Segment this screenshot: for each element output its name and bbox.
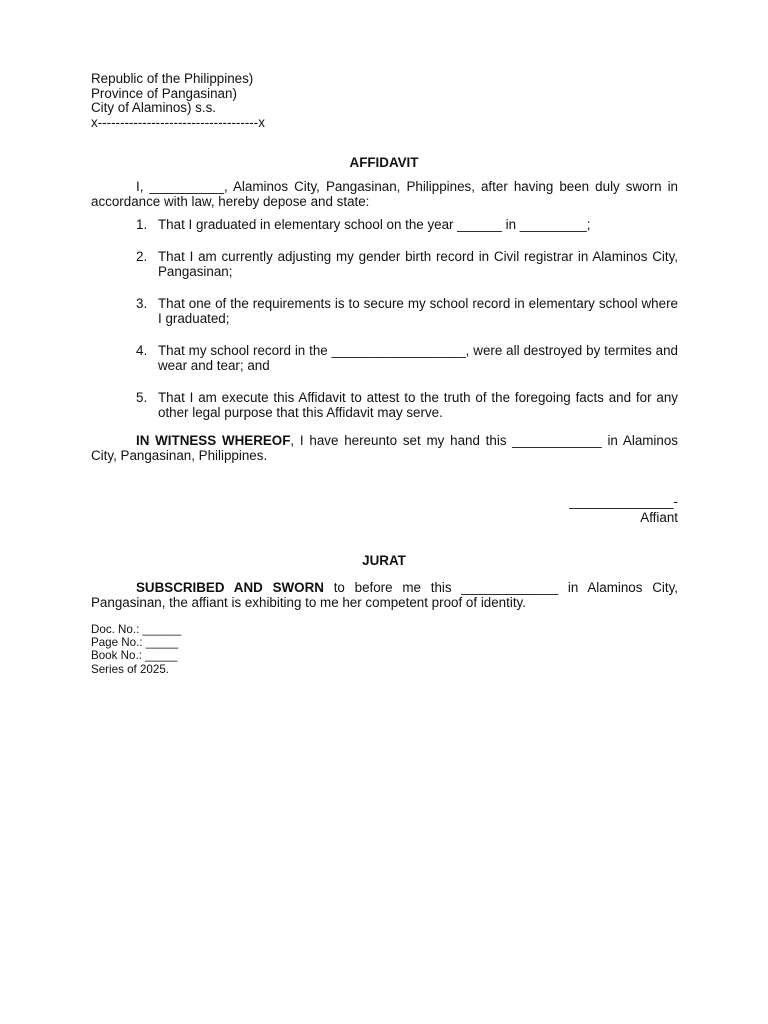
- signature-line: ______________-: [569, 494, 678, 509]
- series-year: Series of 2025.: [91, 662, 169, 676]
- book-number: Book No.: _____: [91, 649, 178, 663]
- intro-paragraph: [91, 179, 678, 209]
- intro-text: I, __________, Alaminos City, Pangasinan, Philippines, after having been duly sworn in accordance with law, hereby depose and state:: [91, 179, 678, 209]
- document-title: AFFIDAVIT: [349, 155, 419, 170]
- venue-province: Province of Pangasinan): [91, 85, 237, 101]
- item-text: That my school record in the __________________, were all destroyed by termites and wear and tear; and: [158, 342, 678, 373]
- jurat-paragraph: [91, 580, 678, 610]
- item-text: That one of the requirements is to secure my school record in elementary school where I graduated;: [158, 295, 678, 326]
- venue-separator: x------------------------------------x: [91, 114, 265, 130]
- witness-heading: IN WITNESS WHEREOF: [136, 433, 291, 448]
- venue-country: Republic of the Philippines): [91, 71, 254, 86]
- list-item: [136, 217, 678, 233]
- notarial-register: [91, 623, 181, 676]
- list-item: [136, 343, 678, 374]
- venue-block: [91, 72, 265, 130]
- item-number: 4.: [136, 342, 148, 358]
- jurat-title: JURAT: [362, 553, 406, 568]
- venue-city: City of Alaminos) s.s.: [91, 100, 217, 115]
- item-number: 2.: [136, 248, 148, 264]
- jurat-text: to before me this _____________ in Alaminos City, Pangasinan, the affiant is exhibiting to me her competent proof of identity.: [91, 580, 678, 610]
- witness-text: , I have hereunto set my hand this ____________ in Alaminos City, Pangasinan, Philippines.: [91, 433, 678, 463]
- item-number: 5.: [136, 389, 148, 405]
- statement-list: [136, 217, 678, 437]
- jurat-heading: SUBSCRIBED AND SWORN: [136, 580, 324, 595]
- affiant-label: Affiant: [640, 510, 678, 525]
- doc-number: Doc. No.: ______: [91, 623, 182, 636]
- item-text: That I am currently adjusting my gender birth record in Civil registrar in Alaminos City, Pangasinan;: [158, 248, 678, 279]
- list-item: [136, 390, 678, 421]
- item-number: 1.: [136, 217, 148, 232]
- item-text: That I am execute this Affidavit to attest to the truth of the foregoing facts and for any other legal purpose that this Affidavit may serve.: [158, 389, 678, 420]
- page-number: Page No.: _____: [91, 636, 179, 650]
- item-number: 3.: [136, 295, 148, 311]
- list-item: [136, 296, 678, 327]
- list-item: [136, 249, 678, 280]
- witness-paragraph: [91, 433, 678, 463]
- item-text: That I graduated in elementary school on the year ______ in _________;: [158, 217, 591, 232]
